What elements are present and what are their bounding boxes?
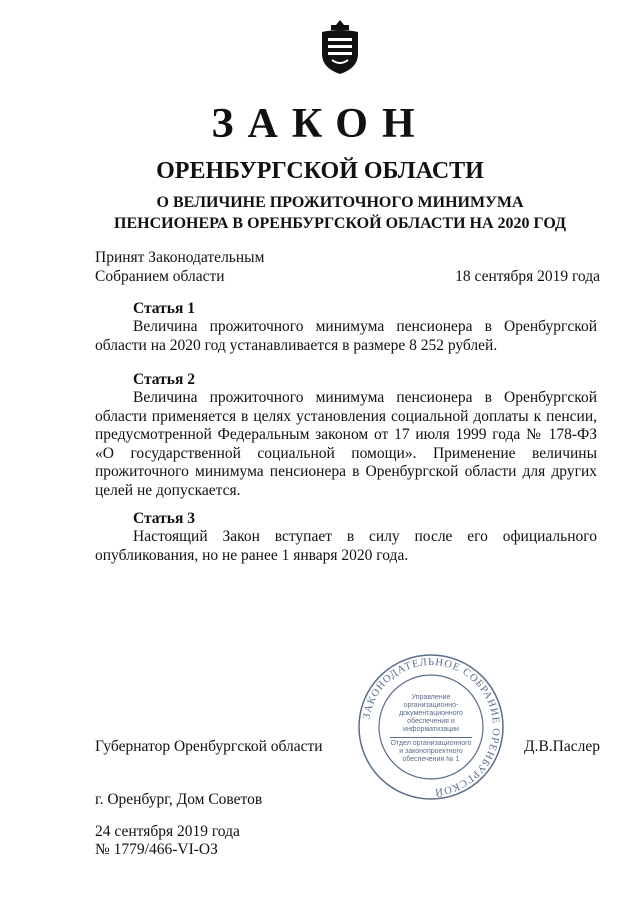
law-heading: О ВЕЛИЧИНЕ ПРОЖИТОЧНОГО МИНИМУМА ПЕНСИОНЕРА В ОРЕНБУРГСКОЙ ОБЛАСТИ НА 2020 ГОД (114, 194, 566, 232)
coat-of-arms-icon (318, 18, 362, 76)
article-2-text: Величина прожиточного минимума пенсионера в Оренбургской области применяется в целях установления социальной доплаты к пенсии, предусмотренной Федеральным законом от 17 июля 1999 года № 178-ФЗ «О государственной социальной помощи». Применение величины прожиточного минимума пенсионера в Оренбургской области для других целей не допускается. (95, 389, 597, 499)
adoption-line-2: Собранием области (95, 268, 225, 285)
seal-bottom-text: Отдел организационного и законопроектного обеспечения № 1 (390, 737, 472, 764)
adoption-line-1: Принят Законодательным (95, 249, 265, 266)
signatory-position: Губернатор Оренбургской области (95, 738, 323, 755)
signing-place: г. Оренбург, Дом Советов (95, 791, 263, 808)
law-number: № 1779/466-VI-ОЗ (95, 841, 218, 858)
adoption-note (95, 248, 295, 286)
article-3-text: Настоящий Закон вступает в силу после его официального опубликования, но не ранее 1 января 2020 года. (95, 528, 597, 564)
signatory-name: Д.В.Паслер (524, 738, 600, 755)
document-subtitle: ОРЕНБУРГСКОЙ ОБЛАСТИ (156, 158, 484, 184)
article-1-title: Статья 1 (133, 300, 195, 317)
article-1-text: Величина прожиточного минимума пенсионера в Оренбургской области на 2020 год устанавливается в размере 8 252 рублей. (95, 318, 597, 354)
seal-ring-text: ЗАКОНОДАТЕЛЬНОЕ СОБРАНИЕ ОРЕНБУРГСКОЙ (361, 656, 502, 798)
document-title: ЗАКОН (211, 101, 429, 147)
official-seal (356, 652, 506, 802)
article-2-title: Статья 2 (133, 371, 195, 388)
signing-date: 24 сентября 2019 года (95, 823, 240, 840)
adoption-date: 18 сентября 2019 года (455, 268, 600, 285)
seal-inner-text: Управление организационно-документационного обеспечения и информатизации (399, 694, 463, 733)
article-3-title: Статья 3 (133, 510, 195, 527)
